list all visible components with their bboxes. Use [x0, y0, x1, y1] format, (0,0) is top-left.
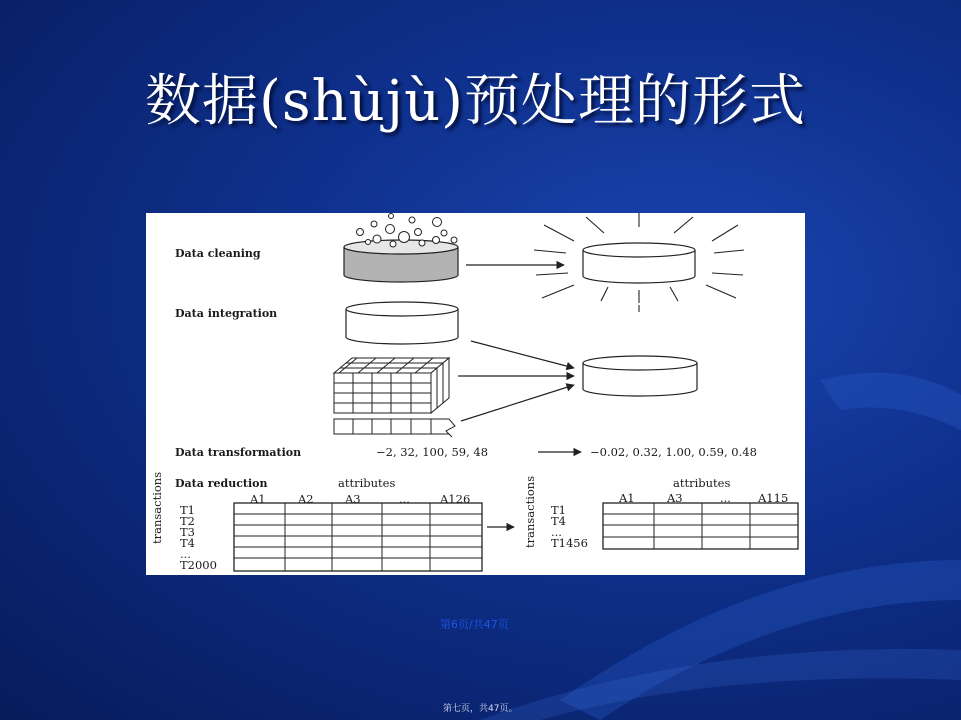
- right-row-label-3: ...: [551, 525, 562, 539]
- page-indicator: 第6页/共47页: [440, 618, 509, 631]
- left-row-label-3: T3: [180, 525, 195, 539]
- label-data-reduction: Data reduction: [175, 477, 268, 490]
- right-col-header-3: ...: [720, 491, 731, 505]
- right-col-header-4: A115: [758, 491, 789, 505]
- label-data-integration: Data integration: [175, 307, 278, 320]
- right-attributes-label: attributes: [673, 476, 731, 490]
- flat-file-icon: [334, 419, 455, 437]
- integrated-database-cylinder: [583, 356, 697, 396]
- integration-arrow-3: [461, 385, 574, 421]
- footer-page-text: 第七页，共47页。: [443, 704, 518, 714]
- right-data-table: [603, 503, 798, 549]
- right-row-label-1: T1: [551, 503, 566, 517]
- dirty-data-cylinder: [344, 240, 458, 282]
- label-data-cleaning: Data cleaning: [175, 247, 261, 260]
- left-col-header-5: A126: [440, 492, 471, 506]
- right-col-header-2: A3: [667, 491, 683, 505]
- left-col-header-4: ...: [399, 492, 410, 506]
- left-col-header-1: A1: [250, 492, 266, 506]
- left-row-label-2: T2: [180, 514, 195, 528]
- data-cube-icon: [334, 358, 449, 413]
- left-row-label-1: T1: [180, 503, 195, 517]
- left-col-header-3: A3: [345, 492, 361, 506]
- transformation-input: −2, 32, 100, 59, 48: [376, 445, 489, 459]
- right-row-label-2: T4: [551, 514, 566, 528]
- left-row-label-6: T2000: [180, 558, 217, 572]
- left-transactions-label: transactions: [150, 471, 164, 544]
- slide-title: 数据(shùjù)预处理的形式: [145, 69, 806, 134]
- right-col-header-1: A1: [619, 491, 635, 505]
- left-row-label-5: ...: [180, 547, 191, 561]
- left-row-label-4: T4: [180, 536, 195, 550]
- source-database-cylinder: [346, 302, 458, 344]
- clean-data-cylinder: [583, 243, 695, 283]
- label-data-transformation: Data transformation: [175, 446, 302, 459]
- left-data-table: [234, 503, 482, 571]
- transformation-output: −0.02, 0.32, 1.00, 0.59, 0.48: [590, 445, 757, 459]
- right-row-label-4: T1456: [551, 536, 588, 550]
- right-transactions-label: transactions: [523, 475, 537, 548]
- left-attributes-label: attributes: [338, 476, 396, 490]
- left-col-header-2: A2: [298, 492, 314, 506]
- preprocessing-figure: [146, 213, 805, 575]
- integration-arrow-1: [471, 341, 574, 368]
- preprocessing-diagram: [146, 213, 805, 575]
